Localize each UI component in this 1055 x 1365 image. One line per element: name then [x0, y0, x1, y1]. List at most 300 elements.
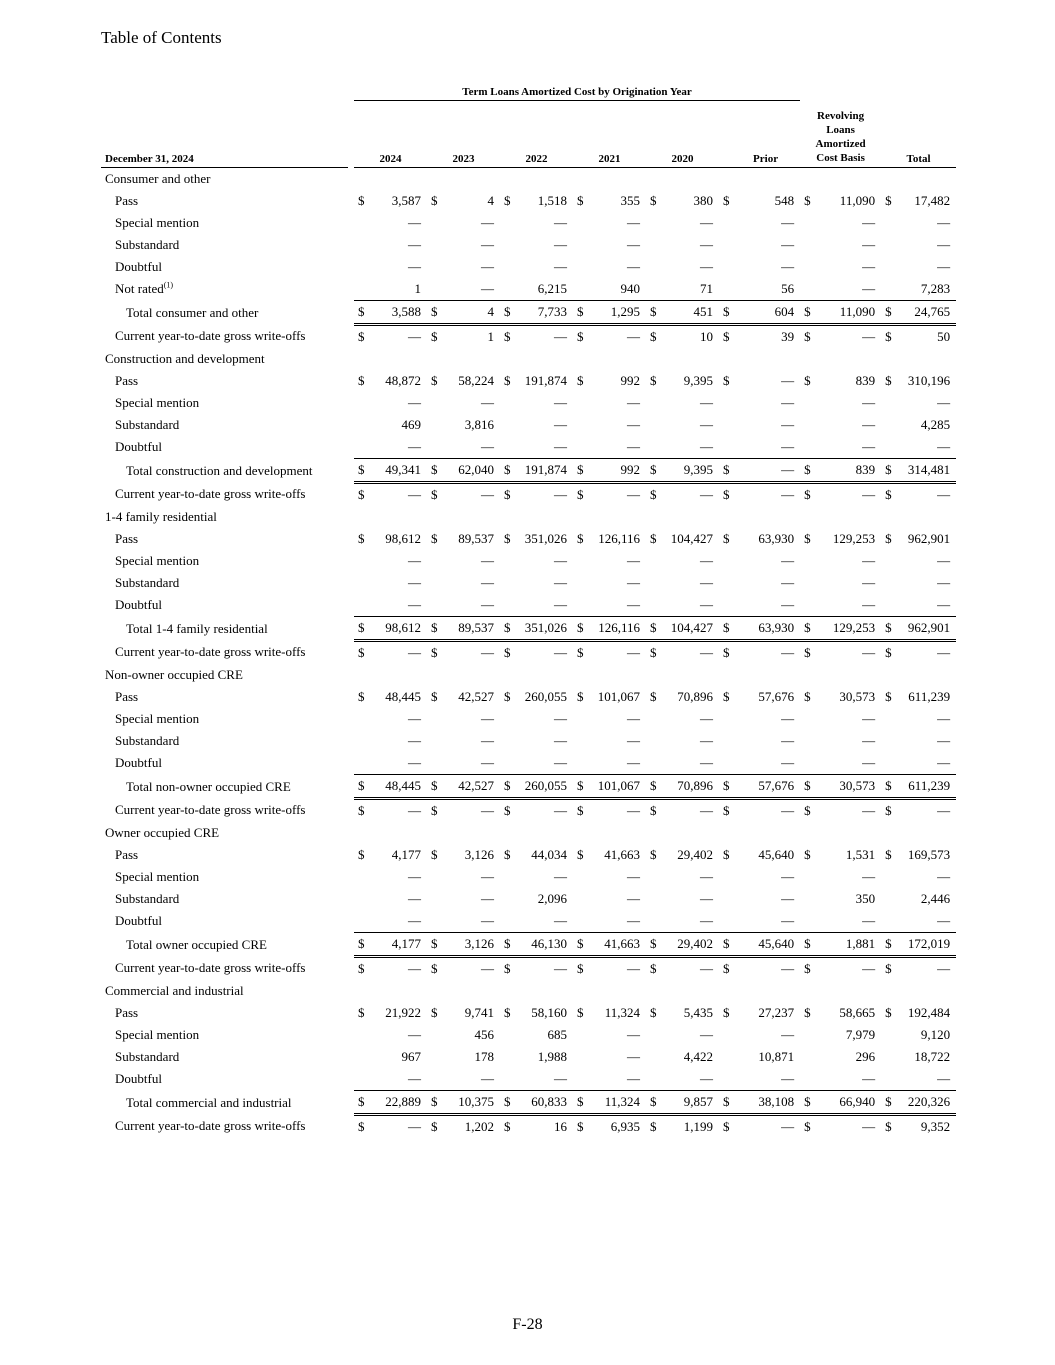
currency-symbol [354, 436, 370, 459]
column-header-total: Total [881, 101, 956, 168]
cell-value: — [781, 1119, 795, 1134]
currency-symbol: $ [650, 1005, 657, 1020]
cell-value: — [700, 259, 713, 274]
cell-value: 30,573 [839, 689, 876, 704]
cell-value: — [862, 1071, 876, 1086]
currency-symbol: $ [504, 1005, 511, 1020]
revolving-header-line: Cost Basis [816, 152, 865, 164]
currency-symbol: $ [358, 961, 365, 976]
column-header: 2021 [573, 101, 646, 168]
cell-value: — [937, 645, 951, 660]
cell-value: 1,988 [537, 1049, 567, 1064]
row-label [101, 528, 348, 550]
currency-symbol: $ [427, 933, 443, 957]
currency-symbol [500, 752, 516, 775]
cell-value: — [627, 891, 640, 906]
cell-value: — [781, 417, 795, 432]
cell-value: — [554, 733, 567, 748]
currency-symbol [800, 572, 816, 594]
cell-value: 940 [620, 281, 640, 296]
currency-symbol [719, 866, 735, 888]
cell-value: 63,930 [758, 531, 795, 546]
currency-symbol: $ [504, 961, 511, 976]
currency-symbol: $ [723, 803, 730, 818]
cell-value: — [937, 215, 951, 230]
row-label-text: Special mention [115, 869, 200, 884]
currency-symbol: $ [431, 1005, 438, 1020]
cell-value: 104,427 [670, 531, 713, 546]
currency-symbol: $ [800, 301, 816, 325]
currency-symbol [646, 256, 662, 278]
row-label-text: Current year-to-date gross write-offs [115, 802, 306, 818]
currency-symbol [500, 572, 516, 594]
row-label-text: Pass [115, 689, 139, 704]
currency-symbol: $ [723, 645, 730, 660]
cell-value: — [408, 597, 421, 612]
currency-symbol [500, 1046, 516, 1068]
cell-value: 4 [443, 301, 500, 325]
cell-value: 11,324 [604, 1005, 640, 1020]
table-body [101, 168, 956, 1139]
cell-value: — [627, 237, 640, 252]
currency-symbol: $ [723, 193, 730, 208]
currency-symbol [881, 594, 897, 617]
cell-value: — [627, 597, 640, 612]
currency-symbol [427, 234, 443, 256]
currency-symbol [719, 550, 735, 572]
column-header: 2020 [646, 101, 719, 168]
table-row [101, 708, 956, 730]
cell-value: — [781, 1027, 795, 1042]
row-label [101, 572, 348, 594]
row-label-text: Pass [115, 1005, 139, 1020]
cell-value: 18,722 [914, 1049, 951, 1064]
cell-value: 46,130 [516, 933, 573, 957]
cell-value: 355 [620, 193, 640, 208]
currency-symbol: $ [719, 617, 735, 641]
table-row [101, 392, 956, 414]
cell-value: — [700, 869, 713, 884]
section-title: Owner occupied CRE [105, 825, 220, 840]
currency-symbol [719, 708, 735, 730]
revolving-header-line: Loans [826, 124, 855, 136]
currency-symbol: $ [723, 487, 730, 502]
currency-symbol: $ [650, 847, 657, 862]
currency-symbol: $ [431, 487, 438, 502]
cell-value: — [408, 869, 421, 884]
cell-value: 604 [735, 301, 800, 325]
currency-symbol [354, 866, 370, 888]
currency-symbol: $ [804, 531, 811, 546]
cell-value: — [554, 597, 567, 612]
cell-value: — [862, 487, 876, 502]
row-label-text: Total consumer and other [126, 304, 259, 320]
currency-symbol [800, 550, 816, 572]
cell-value: — [408, 439, 421, 454]
currency-symbol: $ [881, 775, 897, 799]
currency-symbol: $ [646, 1091, 662, 1115]
cell-value: — [481, 215, 494, 230]
cell-value: — [554, 439, 567, 454]
cell-value: — [781, 373, 795, 388]
row-label [101, 212, 348, 234]
table-of-contents-link[interactable]: Table of Contents [101, 28, 222, 47]
currency-symbol: $ [504, 689, 511, 704]
currency-symbol [427, 866, 443, 888]
cell-value: 9,120 [920, 1027, 951, 1042]
cell-value: 17,482 [914, 193, 951, 208]
currency-symbol [881, 392, 897, 414]
currency-symbol [719, 752, 735, 775]
total-row [101, 459, 956, 483]
currency-symbol [800, 392, 816, 414]
cell-value: 104,427 [662, 617, 719, 641]
cell-value: 380 [693, 193, 713, 208]
currency-symbol [500, 414, 516, 436]
cell-value: 30,573 [816, 775, 881, 799]
currency-symbol [500, 1024, 516, 1046]
column-header: Prior [719, 101, 800, 168]
currency-symbol: $ [354, 617, 370, 641]
cell-value: — [627, 553, 640, 568]
currency-symbol [354, 708, 370, 730]
cell-value: 962,901 [907, 531, 951, 546]
row-label [101, 888, 348, 910]
currency-symbol [354, 910, 370, 933]
currency-symbol [800, 708, 816, 730]
cell-value: — [408, 1027, 421, 1042]
row-label [101, 325, 348, 349]
cell-value: 11,090 [839, 193, 876, 208]
currency-symbol [573, 414, 589, 436]
row-label-text: Current year-to-date gross write-offs [115, 486, 306, 502]
cell-value: 1 [487, 329, 494, 344]
cell-value: — [627, 733, 640, 748]
cell-value: 58,160 [531, 1005, 567, 1020]
cell-value: 3,587 [391, 193, 421, 208]
table-row [101, 866, 956, 888]
table-row [101, 572, 956, 594]
currency-symbol: $ [723, 531, 730, 546]
currency-symbol [573, 1024, 589, 1046]
currency-symbol [881, 1024, 897, 1046]
currency-symbol: $ [723, 689, 730, 704]
row-label [101, 752, 348, 775]
currency-symbol: $ [885, 487, 892, 502]
currency-symbol: $ [427, 459, 443, 483]
cell-value: 9,352 [920, 1119, 951, 1134]
cell-value: — [862, 575, 876, 590]
currency-symbol: $ [885, 531, 892, 546]
cell-value: 260,055 [524, 689, 567, 704]
cell-value: 58,224 [458, 373, 494, 388]
cell-value: 1 [414, 281, 421, 296]
row-label-text: Substandard [115, 891, 180, 906]
cell-value: 469 [401, 417, 421, 432]
cell-value: 296 [855, 1049, 876, 1064]
cell-value: — [627, 395, 640, 410]
cell-value: — [781, 891, 795, 906]
currency-symbol: $ [650, 373, 657, 388]
currency-symbol [646, 550, 662, 572]
cell-value: — [627, 329, 640, 344]
currency-symbol: $ [577, 1005, 584, 1020]
footnote-marker: (1) [163, 280, 174, 290]
currency-symbol [646, 234, 662, 256]
currency-symbol [881, 866, 897, 888]
row-label-text: Current year-to-date gross write-offs [115, 960, 306, 976]
cell-value: — [937, 733, 951, 748]
currency-symbol: $ [885, 373, 892, 388]
currency-symbol: $ [358, 329, 365, 344]
cell-value: — [481, 869, 494, 884]
cell-value: 11,324 [589, 1091, 646, 1115]
cell-value: — [862, 755, 876, 770]
currency-symbol: $ [881, 301, 897, 325]
cell-value: — [862, 1119, 876, 1134]
cell-value: — [781, 439, 795, 454]
cell-value: — [937, 395, 951, 410]
currency-symbol [800, 1024, 816, 1046]
cell-value: — [408, 961, 421, 976]
section-header-row [101, 506, 956, 528]
cell-value: — [937, 711, 951, 726]
cell-value: — [700, 597, 713, 612]
row-label [101, 392, 348, 414]
table-row [101, 1068, 956, 1091]
row-label-text: Total non-owner occupied CRE [126, 778, 291, 794]
currency-symbol [719, 256, 735, 278]
cell-value: — [700, 803, 713, 818]
cell-value: 129,253 [816, 617, 881, 641]
row-label-text: Substandard [115, 733, 180, 748]
table-row [101, 641, 956, 665]
cell-value: 1,202 [464, 1119, 494, 1134]
row-label [101, 459, 348, 483]
cell-value: — [781, 711, 795, 726]
cell-value: — [481, 553, 494, 568]
currency-symbol: $ [573, 459, 589, 483]
currency-symbol: $ [573, 933, 589, 957]
row-label [101, 799, 348, 823]
cell-value: — [937, 487, 951, 502]
currency-symbol [646, 594, 662, 617]
currency-symbol: $ [804, 847, 811, 862]
currency-symbol [800, 436, 816, 459]
cell-value: — [700, 645, 713, 660]
currency-symbol: $ [500, 1091, 516, 1115]
cell-value: — [781, 869, 795, 884]
cell-value: 350 [855, 891, 876, 906]
cell-value: 4 [487, 193, 494, 208]
cell-value: — [481, 395, 494, 410]
cell-value: 2,096 [537, 891, 567, 906]
table-row [101, 414, 956, 436]
cell-value: — [700, 553, 713, 568]
currency-symbol: $ [650, 487, 657, 502]
total-row [101, 1091, 956, 1115]
currency-symbol: $ [504, 193, 511, 208]
cell-value: — [481, 711, 494, 726]
cell-value: — [408, 645, 421, 660]
currency-symbol: $ [881, 459, 897, 483]
row-label [101, 1024, 348, 1046]
currency-symbol: $ [723, 329, 730, 344]
cell-value: — [781, 237, 795, 252]
table-row [101, 1002, 956, 1024]
cell-value: — [937, 259, 951, 274]
cell-value: 45,640 [735, 933, 800, 957]
row-label [101, 866, 348, 888]
currency-symbol [354, 1024, 370, 1046]
row-label [101, 641, 348, 665]
table-row [101, 594, 956, 617]
cell-value: 3,126 [443, 933, 500, 957]
currency-symbol [646, 1024, 662, 1046]
currency-symbol [800, 866, 816, 888]
currency-symbol [573, 550, 589, 572]
cell-value: 21,922 [385, 1005, 421, 1020]
cell-value: 29,402 [677, 847, 713, 862]
row-label [101, 1068, 348, 1091]
currency-symbol [573, 708, 589, 730]
cell-value: 5,435 [683, 1005, 713, 1020]
cell-value: 48,445 [370, 775, 427, 799]
currency-symbol: $ [804, 689, 811, 704]
row-label-text: Current year-to-date gross write-offs [115, 328, 306, 344]
cell-value: 10,375 [443, 1091, 500, 1115]
currency-symbol [719, 910, 735, 933]
cell-value: — [700, 215, 713, 230]
currency-symbol: $ [881, 933, 897, 957]
currency-symbol [646, 1046, 662, 1068]
currency-symbol [719, 888, 735, 910]
currency-symbol [719, 730, 735, 752]
cell-value: 260,055 [516, 775, 573, 799]
cell-value: 57,676 [735, 775, 800, 799]
cell-value: — [781, 913, 795, 928]
row-label-text: Total owner occupied CRE [126, 936, 267, 952]
cell-value: — [408, 755, 421, 770]
currency-symbol [800, 1046, 816, 1068]
cell-value: 7,283 [920, 281, 951, 296]
cell-value: — [937, 237, 951, 252]
cell-value: — [937, 755, 951, 770]
currency-symbol [427, 708, 443, 730]
currency-symbol: $ [723, 373, 730, 388]
cell-value: — [627, 711, 640, 726]
currency-symbol [354, 414, 370, 436]
revolving-header [800, 101, 881, 168]
total-row [101, 301, 956, 325]
currency-symbol: $ [427, 775, 443, 799]
currency-symbol: $ [504, 531, 511, 546]
section-header-row [101, 822, 956, 844]
cell-value: — [781, 803, 795, 818]
cell-value: 220,326 [897, 1091, 956, 1115]
currency-symbol [573, 752, 589, 775]
cell-value: 1,881 [816, 933, 881, 957]
row-label [101, 550, 348, 572]
currency-symbol [427, 1046, 443, 1068]
row-label [101, 844, 348, 866]
row-label [101, 775, 348, 799]
cell-value: 4,285 [920, 417, 951, 432]
row-label-text: Substandard [115, 575, 180, 590]
cell-value: — [781, 259, 795, 274]
currency-symbol: $ [358, 689, 365, 704]
cell-value: — [554, 237, 567, 252]
cell-value: — [554, 259, 567, 274]
cell-value: — [862, 329, 876, 344]
currency-symbol: $ [577, 1119, 584, 1134]
currency-symbol: $ [885, 847, 892, 862]
currency-symbol [881, 212, 897, 234]
currency-symbol: $ [723, 961, 730, 976]
cell-value: — [554, 329, 567, 344]
currency-symbol: $ [804, 1119, 811, 1134]
table-row [101, 370, 956, 392]
cell-value: 310,196 [907, 373, 951, 388]
currency-symbol [800, 414, 816, 436]
currency-symbol [573, 910, 589, 933]
row-label-text: Pass [115, 373, 139, 388]
currency-symbol: $ [646, 301, 662, 325]
currency-symbol [427, 572, 443, 594]
currency-symbol: $ [577, 193, 584, 208]
cell-value: — [781, 487, 795, 502]
row-label [101, 436, 348, 459]
row-label-text: Doubtful [115, 439, 162, 455]
table-row [101, 686, 956, 708]
cell-value: — [700, 755, 713, 770]
currency-symbol [881, 730, 897, 752]
cell-value: 48,872 [385, 373, 421, 388]
cell-value: — [862, 395, 876, 410]
cell-value: 611,239 [908, 689, 951, 704]
table-row [101, 212, 956, 234]
currency-symbol [646, 730, 662, 752]
currency-symbol [427, 1024, 443, 1046]
currency-symbol: $ [650, 531, 657, 546]
cell-value: — [862, 553, 876, 568]
currency-symbol: $ [358, 803, 365, 818]
cell-value: 11,090 [816, 301, 881, 325]
row-label [101, 617, 348, 641]
currency-symbol: $ [354, 459, 370, 483]
cell-value: 60,833 [516, 1091, 573, 1115]
cell-value: 191,874 [524, 373, 567, 388]
cell-value: 7,979 [845, 1027, 876, 1042]
currency-symbol [500, 436, 516, 459]
currency-symbol: $ [358, 1005, 365, 1020]
currency-symbol [573, 234, 589, 256]
currency-symbol [427, 278, 443, 301]
cell-value: — [700, 417, 713, 432]
currency-symbol [500, 212, 516, 234]
currency-symbol [881, 1046, 897, 1068]
cell-value: — [781, 395, 795, 410]
currency-symbol [573, 256, 589, 278]
currency-symbol: $ [650, 961, 657, 976]
cell-value: — [554, 215, 567, 230]
table-row [101, 910, 956, 933]
cell-value: — [781, 553, 795, 568]
table-row [101, 234, 956, 256]
table-row [101, 550, 956, 572]
currency-symbol [881, 1068, 897, 1091]
cell-value: — [781, 961, 795, 976]
